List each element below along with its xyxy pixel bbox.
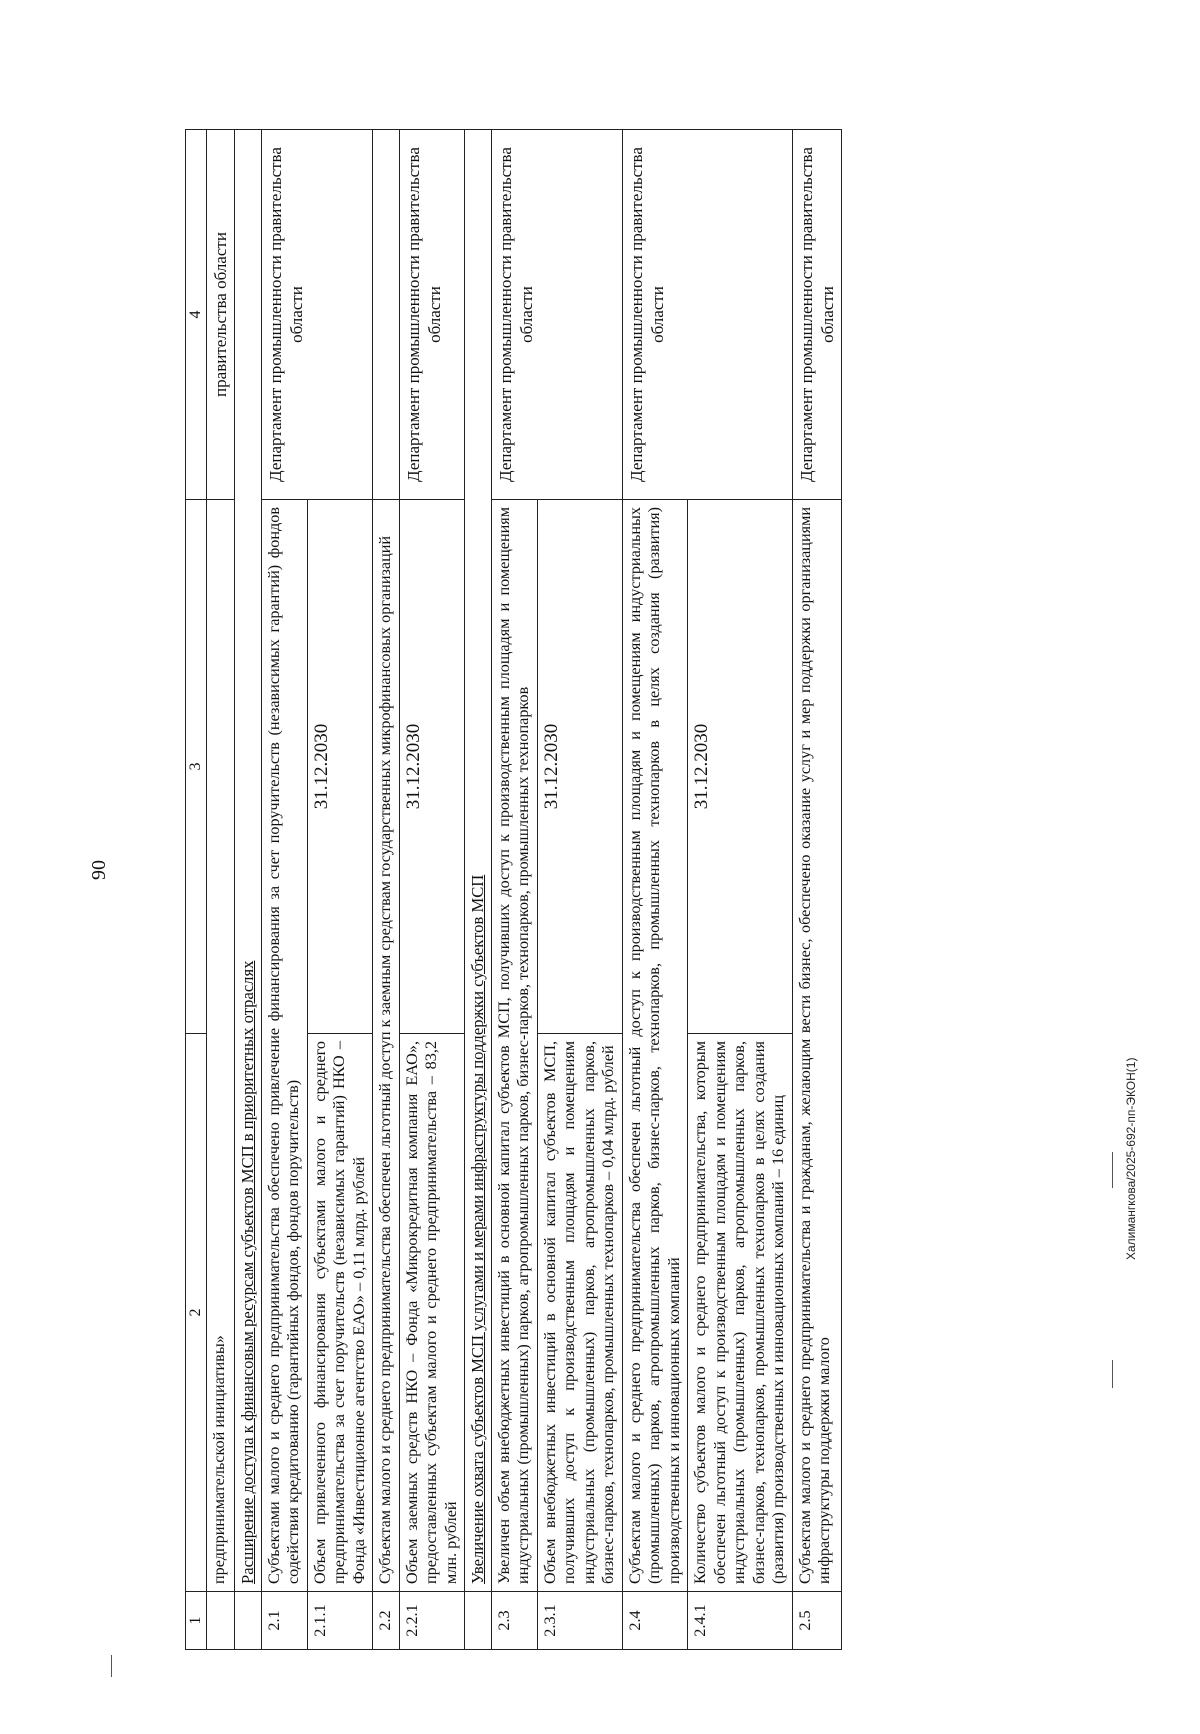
row-department: Департамент промышленности правительства области: [261, 130, 373, 500]
row-number: 2.2.1: [399, 1592, 465, 1650]
scan-artifact-line: [111, 1655, 112, 1677]
table-row: [373, 130, 400, 1650]
row-date: 31.12.2030: [307, 500, 373, 1034]
table-row: [622, 130, 688, 1650]
row-date: 31.12.2030: [537, 500, 622, 1034]
table-row: [792, 130, 841, 1650]
rotated-page-content: [185, 130, 1130, 1650]
row-number: 2.4: [622, 1592, 688, 1650]
row-department: Департамент промышленности правительства области: [622, 130, 792, 500]
row-number: 2.5: [792, 1592, 841, 1650]
page-number: 90: [87, 860, 110, 880]
row-text: Количество субъектов малого и среднего предпринимательства, которым обеспечен льготный доступ к производственным площадям и помещениям индустриальных (промышленных) парков, агропромышленных парков, бизнес-парков, технопарков, промышленных технопарков в целях создания (развития) производственных и инновационных компаний – 16 единиц: [688, 1034, 793, 1592]
row-text: Субъектам малого и среднего предпринимательства обеспечен льготный доступ к заемным средствам государственных микрофинансовых организаций: [373, 500, 400, 1592]
row-text: Субъектам малого и среднего предпринимательства обеспечен льготный доступ к производственным площадям и помещениям индустриальных (промышленных) парков, агропромышленных парков, бизнес-парков, технопарков, промышленных технопарков в целях создания (развития) производственных и инновационных компаний: [622, 500, 688, 1592]
row-text: Субъектами малого и среднего предпринимательства обеспечено привлечение финансирования за счет поручительств (независимых гарантий) фондов содействия кредитованию (гарантийных фондов, фондов поручительств): [261, 500, 307, 1592]
table-row: [261, 130, 307, 1650]
row-text: Объем внебюджетных инвестиций в основной капитал субъектов МСП, получивших доступ к производственным площадям и помещениям индустриальных (промышленных) парков, агропромышленных парков, бизнес-парков, технопарков, промышленных технопарков – 0,04 млрд. рублей: [537, 1034, 622, 1592]
row-number: 2.3: [491, 1592, 537, 1650]
scan-artifact-line: [1112, 1360, 1113, 1388]
header-col1: 1: [186, 1592, 207, 1650]
row-department: Департамент промышленности правительства области: [792, 130, 841, 500]
document-footer-code: Халимангкова/2025-692-пп-ЭКОН(1): [1124, 1057, 1138, 1260]
row-department: Департамент промышленности правительства области: [399, 130, 465, 500]
section-heading-row: [465, 130, 492, 1650]
header-col4: 4: [186, 130, 207, 500]
continuation-dept: правительства области: [207, 130, 235, 500]
row-number: 2.3.1: [537, 1592, 622, 1650]
row-text: Объем привлеченного финансирования субъектами малого и среднего предпринимательства за счет поручительств (независимых гарантий) НКО – Фонда «Инвестиционное агентство ЕАО» – 0,11 млрд. рублей: [307, 1034, 373, 1592]
row-text: Увеличен объем внебюджетных инвестиций в основной капитал субъектов МСП, получивших доступ к производственным площадям и помещениям индустриальных (промышленных) парков, агропромышленных парков, бизнес-парков, технопарков, промышленных технопарков: [491, 500, 537, 1592]
row-text: Субъектам малого и среднего предпринимательства и гражданам, желающим вести бизнес, обеспечено оказание услуг и мер поддержки организациями инфраструктуры поддержки малого: [792, 500, 841, 1592]
section-heading: Расширение доступа к финансовым ресурсам субъектов МСП в приоритетных отраслях: [235, 130, 262, 1592]
header-row: [186, 130, 207, 1650]
row-date: 31.12.2030: [688, 500, 793, 1034]
table-row: [491, 130, 537, 1650]
continuation-text: предпринимательской инициативы»: [207, 500, 235, 1592]
scan-artifact-line: [1112, 1152, 1113, 1188]
table-row: [399, 130, 465, 1650]
row-text: Объем заемных средств НКО – Фонда «Микрокредитная компания ЕАО», предоставленных субъектам малого и среднего предпринимательства – 83,2 млн. рублей: [399, 1034, 465, 1592]
section-heading-row: [235, 130, 262, 1650]
row-date: 31.12.2030: [399, 500, 465, 1034]
row-number: 2.4.1: [688, 1592, 793, 1650]
row-number: 2.2: [373, 1592, 400, 1650]
row-department: Департамент промышленности правительства области: [491, 130, 622, 500]
header-col2: 2: [186, 1034, 207, 1592]
plan-table: [185, 129, 842, 1650]
table-row-continuation: [207, 130, 235, 1650]
section-heading: Увеличение охвата субъектов МСП услугами и мерами инфраструктуры поддержки субъектов МСП: [465, 130, 492, 1592]
row-number: 2.1.1: [307, 1592, 373, 1650]
header-col3: 3: [186, 500, 207, 1034]
row-number: 2.1: [261, 1592, 307, 1650]
